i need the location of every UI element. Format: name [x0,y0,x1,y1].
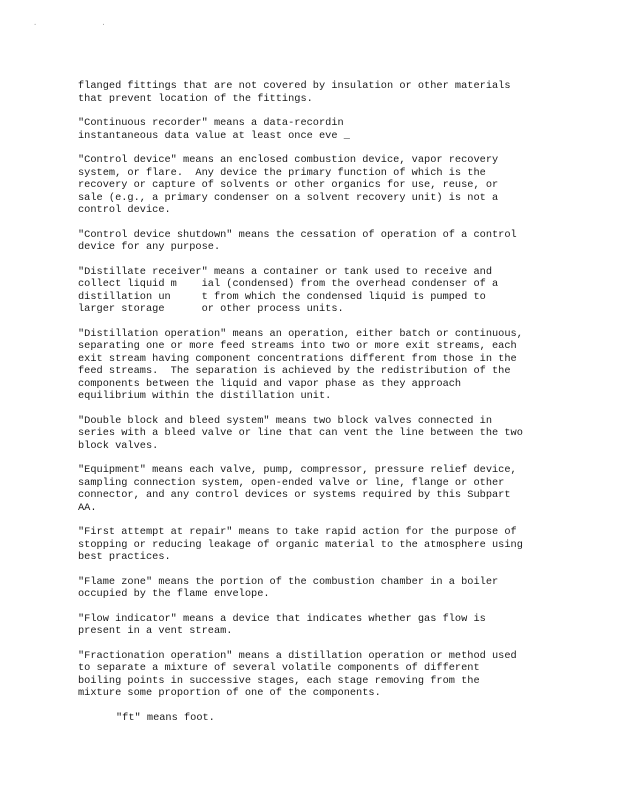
text-line: present in a vent stream. [78,625,233,637]
definition-continuous-recorder [78,117,548,142]
definition-distillation-operation [78,328,548,403]
text-line: "ft" means foot. [116,711,215,724]
text-line: that prevent location of the fittings. [78,92,313,105]
scan-corner-marks: . . [33,20,136,28]
text-line: device for any purpose. [78,241,221,253]
definition-double-block-and-bleed [78,415,548,453]
definition-flow-indicator [78,613,548,638]
text-line: components between the liquid and vapor phase as they approach [78,377,462,390]
text-line: "Flame zone" means the portion of the combustion chamber in a boiler [78,575,499,588]
text-line: connector, and any control devices or systems required by this Subpart [78,489,511,501]
text-line: stopping or reducing leakage of organic material to the atmosphere using [78,538,523,551]
text-line: exit stream having component concentrations different from those in the [78,352,517,365]
text-line: "Control device shutdown" means the cessation of operation of a control [78,228,517,241]
text-line: "Equipment" means each valve, pump, compressor, pressure relief device, [78,464,517,476]
text-line: collect liquid m ial (condensed) from the overhead condenser of a [78,278,499,290]
text-line: "Distillate receiver" means a container or tank used to receive and [78,265,493,278]
text-line: control device. [78,204,171,216]
text-line: occupied by the flame envelope. [78,588,270,600]
text-line: series with a bleed valve or line that can vent the line between the two [78,427,523,439]
definition-ft [78,712,548,725]
text-line: to separate a mixture of several volatile components of different [78,662,480,674]
text-line: "First attempt at repair" means to take rapid action for the purpose of [78,526,517,538]
definition-flame-zone [78,576,548,601]
text-line: mixture some proportion of one of the components. [78,687,381,699]
text-line: larger storage or other process units. [78,303,344,315]
text-line: separating one or more feed streams into two or more exit streams, each [78,340,517,352]
text-line: block valves. [78,439,159,452]
definition-control-device-shutdown [78,229,548,254]
text-line: "Double block and bleed system" means two block valves connected in [78,414,493,427]
text-line: distillation un t from which the condensed liquid is pumped to [78,290,486,303]
text-line: flanged fittings that are not covered by insulation or other materials [78,80,511,92]
paragraph-fittings-continuation [78,80,548,105]
definition-fractionation-operation [78,650,548,700]
text-line: system, or flare. Any device the primary function of which is the [78,166,486,179]
text-line: "Distillation operation" means an operation, either batch or continuous, [78,327,523,340]
definitions-text-body [78,80,548,736]
text-line: AA. [78,501,97,514]
definition-control-device [78,154,548,217]
text-line: recovery or capture of solvents or other organics for use, reuse, or [78,179,499,191]
text-line: equilibrium within the distillation unit. [78,390,332,402]
text-line: "Fractionation operation" means a distillation operation or method used [78,649,517,662]
text-line: "Control device" means an enclosed combustion device, vapor recovery [78,154,499,166]
definition-distillate-receiver [78,266,548,316]
text-line: instantaneous data value at least once eve _ [78,129,350,142]
definition-first-attempt-at-repair [78,526,548,564]
text-line: sampling connection system, open-ended valve or line, flange or other [78,476,505,489]
text-line: best practices. [78,551,171,563]
text-line: "Continuous recorder" means a data-recordin [78,117,344,129]
text-line: "Flow indicator" means a device that indicates whether gas flow is [78,612,486,625]
definition-equipment [78,464,548,514]
text-line: sale (e.g., a primary condenser on a solvent recovery unit) is not a [78,191,499,204]
text-line: boiling points in successive stages, each stage removing from the [78,674,480,687]
text-line: feed streams. The separation is achieved by the redistribution of the [78,365,511,377]
